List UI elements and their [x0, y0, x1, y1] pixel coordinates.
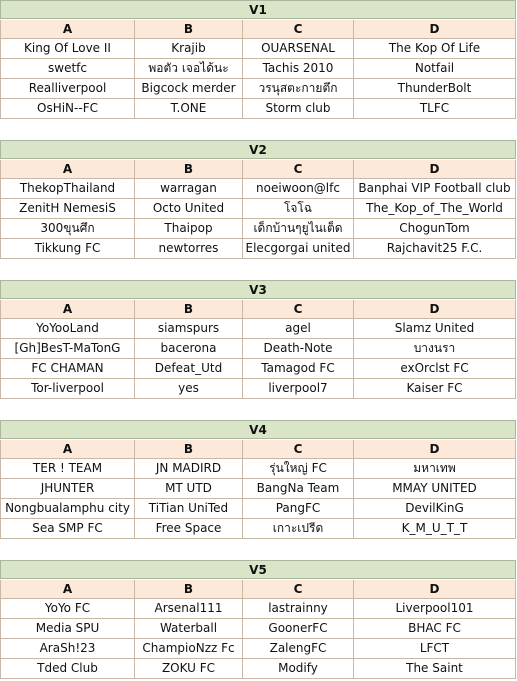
team-cell[interactable]: Arsenal111 — [135, 599, 243, 619]
team-cell[interactable]: Tor-liverpool — [0, 379, 135, 399]
group-title[interactable]: V1 — [0, 0, 516, 19]
team-cell[interactable]: JN MADIRD — [135, 459, 243, 479]
group-title[interactable]: V2 — [0, 140, 516, 159]
team-cell[interactable]: King Of Love II — [0, 39, 135, 59]
team-cell[interactable]: The_Kop_of_The_World — [354, 199, 516, 219]
column-header[interactable]: B — [135, 440, 243, 459]
column-header[interactable]: D — [354, 300, 516, 319]
column-header[interactable]: C — [243, 160, 354, 179]
team-cell[interactable]: 300ขุนศึก — [0, 219, 135, 239]
group-title[interactable]: V4 — [0, 420, 516, 439]
team-cell[interactable]: BangNa Team — [243, 479, 354, 499]
team-cell[interactable]: newtorres — [135, 239, 243, 259]
team-cell[interactable]: MT UTD — [135, 479, 243, 499]
team-cell[interactable]: exOrclst FC — [354, 359, 516, 379]
team-cell[interactable]: Liverpool101 — [354, 599, 516, 619]
team-cell[interactable]: siamspurs — [135, 319, 243, 339]
column-header[interactable]: B — [135, 580, 243, 599]
column-header[interactable]: B — [135, 20, 243, 39]
team-cell[interactable]: Banphai VIP Football club — [354, 179, 516, 199]
team-cell[interactable]: Waterball — [135, 619, 243, 639]
group-title[interactable]: V5 — [0, 560, 516, 579]
team-cell[interactable]: Thaipop — [135, 219, 243, 239]
team-cell[interactable]: Nongbualamphu city — [0, 499, 135, 519]
team-cell[interactable]: รุ่นใหญ่ FC — [243, 459, 354, 479]
team-cell[interactable]: liverpool7 — [243, 379, 354, 399]
team-cell[interactable]: YoYooLand — [0, 319, 135, 339]
team-cell[interactable]: The Saint — [354, 659, 516, 679]
group-v4 — [0, 420, 517, 541]
group-v3 — [0, 280, 517, 401]
team-cell[interactable]: Tachis 2010 — [243, 59, 354, 79]
team-cell[interactable]: TLFC — [354, 99, 516, 119]
column-header[interactable]: C — [243, 300, 354, 319]
team-cell[interactable]: Elecgorgai united — [243, 239, 354, 259]
team-cell[interactable]: เกาะเปรีด — [243, 519, 354, 539]
team-cell[interactable]: ZenitH NemesiS — [0, 199, 135, 219]
team-cell[interactable]: LFCT — [354, 639, 516, 659]
team-cell[interactable]: MMAY UNITED — [354, 479, 516, 499]
team-cell[interactable]: The Kop Of Life — [354, 39, 516, 59]
group-title[interactable]: V3 — [0, 280, 516, 299]
group-v2 — [0, 140, 517, 261]
team-cell[interactable]: YoYo FC — [0, 599, 135, 619]
team-cell[interactable]: มหาเทพ — [354, 459, 516, 479]
team-cell[interactable]: Tamagod FC — [243, 359, 354, 379]
team-cell[interactable]: Death-Note — [243, 339, 354, 359]
team-cell[interactable]: T.ONE — [135, 99, 243, 119]
team-cell[interactable]: โจโฉ — [243, 199, 354, 219]
column-header[interactable]: C — [243, 440, 354, 459]
team-cell[interactable]: Bigcock merder — [135, 79, 243, 99]
team-cell[interactable]: OUARSENAL — [243, 39, 354, 59]
column-header[interactable]: A — [0, 440, 135, 459]
team-cell[interactable]: พอตัว เจอได้นะ — [135, 59, 243, 79]
column-header[interactable]: A — [0, 160, 135, 179]
team-cell[interactable]: noeiwoon@lfc — [243, 179, 354, 199]
team-cell[interactable]: yes — [135, 379, 243, 399]
team-cell[interactable]: Rajchavit25 F.C. — [354, 239, 516, 259]
team-cell[interactable]: agel — [243, 319, 354, 339]
team-cell[interactable]: FC CHAMAN — [0, 359, 135, 379]
team-cell[interactable]: Octo United — [135, 199, 243, 219]
team-cell[interactable]: GoonerFC — [243, 619, 354, 639]
team-cell[interactable]: Tded Club — [0, 659, 135, 679]
column-header[interactable]: D — [354, 20, 516, 39]
team-cell[interactable]: Defeat_Utd — [135, 359, 243, 379]
group-v1 — [0, 0, 517, 121]
column-header[interactable]: D — [354, 440, 516, 459]
team-cell[interactable]: lastrainny — [243, 599, 354, 619]
team-cell[interactable]: วรนุสตะกายตึก — [243, 79, 354, 99]
column-header[interactable]: D — [354, 160, 516, 179]
team-cell[interactable]: Notfail — [354, 59, 516, 79]
team-cell[interactable]: PangFC — [243, 499, 354, 519]
team-cell[interactable]: Storm club — [243, 99, 354, 119]
team-cell[interactable]: Sea SMP FC — [0, 519, 135, 539]
team-cell[interactable]: [Gh]BesT-MaTonG — [0, 339, 135, 359]
column-header[interactable]: A — [0, 20, 135, 39]
team-cell[interactable]: Kaiser FC — [354, 379, 516, 399]
column-header[interactable]: A — [0, 580, 135, 599]
team-cell[interactable]: ZalengFC — [243, 639, 354, 659]
team-cell[interactable]: TiTian UniTed — [135, 499, 243, 519]
team-cell[interactable]: Realliverpool — [0, 79, 135, 99]
team-cell[interactable]: OsHiN--FC — [0, 99, 135, 119]
team-cell[interactable]: ZOKU FC — [135, 659, 243, 679]
column-header[interactable]: B — [135, 160, 243, 179]
team-cell[interactable]: ThekopThailand — [0, 179, 135, 199]
team-cell[interactable]: Modify — [243, 659, 354, 679]
team-cell[interactable]: ThunderBolt — [354, 79, 516, 99]
team-cell[interactable]: DevilKinG — [354, 499, 516, 519]
team-cell[interactable]: Free Space — [135, 519, 243, 539]
column-header[interactable]: D — [354, 580, 516, 599]
team-cell[interactable]: warragan — [135, 179, 243, 199]
column-header[interactable]: A — [0, 300, 135, 319]
team-cell[interactable]: ChogunTom — [354, 219, 516, 239]
team-cell[interactable]: K_M_U_T_T — [354, 519, 516, 539]
column-header[interactable]: C — [243, 20, 354, 39]
column-header[interactable]: C — [243, 580, 354, 599]
team-cell[interactable]: ChampioNzz Fc — [135, 639, 243, 659]
team-cell[interactable]: TER ! TEAM — [0, 459, 135, 479]
team-cell[interactable]: Krajib — [135, 39, 243, 59]
group-v5 — [0, 560, 517, 681]
team-cell[interactable]: Media SPU — [0, 619, 135, 639]
team-cell[interactable]: swetfc — [0, 59, 135, 79]
team-cell[interactable]: Tikkung FC — [0, 239, 135, 259]
team-cell[interactable]: BHAC FC — [354, 619, 516, 639]
team-cell[interactable]: AraSh!23 — [0, 639, 135, 659]
team-cell[interactable]: เด็กบ้านๆยูไนเต็ด — [243, 219, 354, 239]
team-cell[interactable]: JHUNTER — [0, 479, 135, 499]
team-cell[interactable]: bacerona — [135, 339, 243, 359]
column-header[interactable]: B — [135, 300, 243, 319]
team-cell[interactable]: Slamz United — [354, 319, 516, 339]
team-cell[interactable]: บางนรา — [354, 339, 516, 359]
